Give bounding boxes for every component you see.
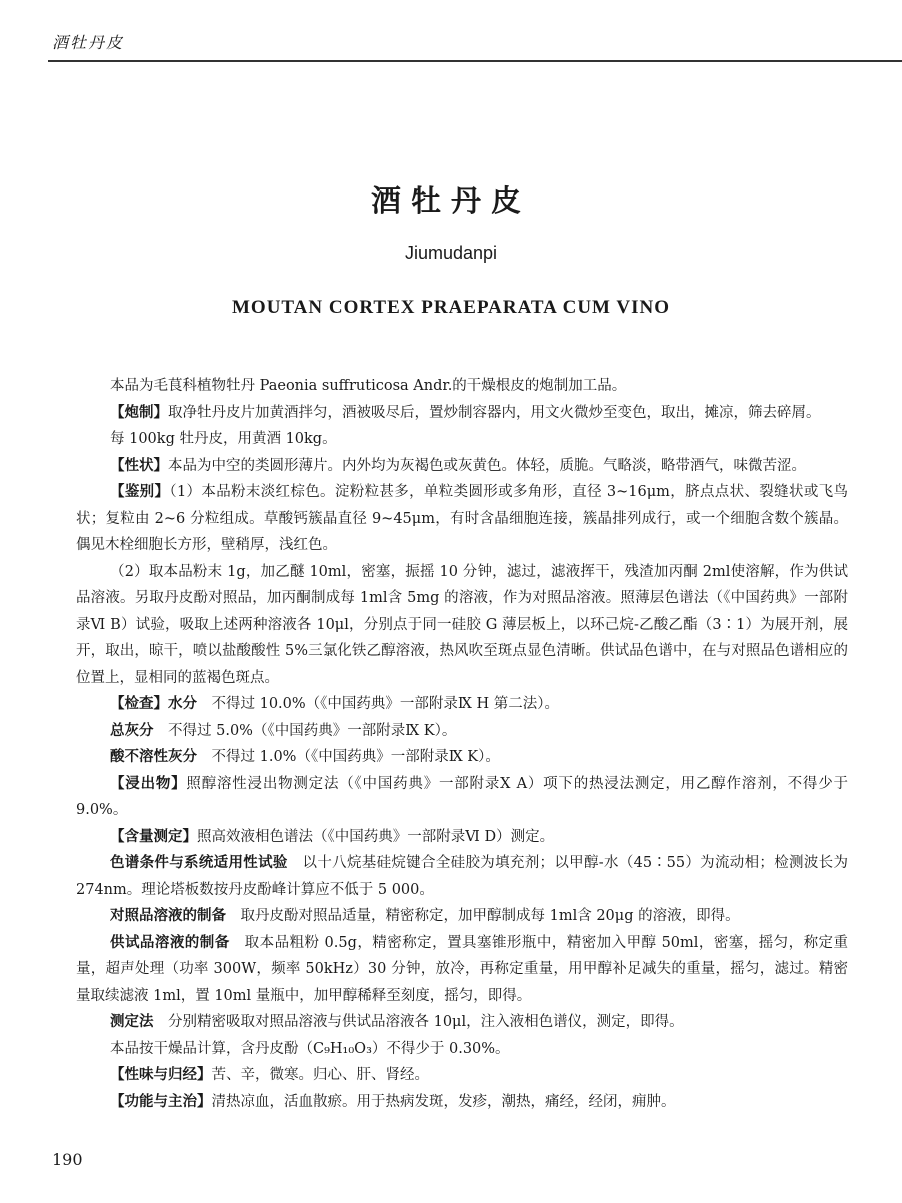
paragraph-label: 【性味与归经】 bbox=[110, 1067, 212, 1083]
paragraph-label: 【浸出物】 bbox=[110, 775, 187, 792]
paragraph-extractives bbox=[76, 771, 848, 824]
latin-name: MOUTAN CORTEX PRAEPARATA CUM VINO bbox=[231, 297, 670, 318]
header-rule bbox=[48, 60, 902, 62]
paragraph-reference-solution bbox=[76, 903, 848, 930]
paragraph-text: 不得过 1.0%（《中国药典》一部附录Ⅸ K）。 bbox=[197, 749, 500, 765]
paragraph-text: 以十八烷基硅烷键合全硅胶为填充剂；以甲醇-水（45∶55）为流动相；检测波长为 274nm。理论塔板数按丹皮酚峰计算应不低于 5 000。 bbox=[76, 855, 848, 898]
page-number: 190 bbox=[52, 1150, 83, 1169]
paragraph-text: 本品按干燥品计算，含丹皮酚（C₉H₁₀O₃）不得少于 0.30%。 bbox=[110, 1040, 510, 1057]
paragraph-label: 【功能与主治】 bbox=[110, 1093, 212, 1110]
paragraph-text: 不得过 10.0%（《中国药典》一部附录Ⅸ H 第二法）。 bbox=[197, 696, 560, 712]
paragraph-text: 取净牡丹皮片加黄酒拌匀，酒被吸尽后，置炒制容器内，用文火微炒至变色，取出，摊凉，筛去碎屑。 bbox=[168, 404, 821, 421]
monograph-body bbox=[76, 373, 848, 1115]
paragraph-text: 照高效液相色谱法（《中国药典》一部附录Ⅵ D）测定。 bbox=[197, 828, 555, 845]
paragraph-assay bbox=[76, 824, 848, 851]
paragraph-functions-indications bbox=[76, 1089, 848, 1116]
paragraph-text: 取本品粗粉 0.5g，精密称定，置具塞锥形瓶中，精密加入甲醇 50ml，密塞，摇匀，称定重量，超声处理（功率 300W，频率 50kHz）30 分钟，放冷，再称定重量，用甲醇补足减失的重量，摇匀，滤过。精密量取续滤液 1ml，置 10ml 量瓶中，加甲醇稀释至刻度，摇匀，即得。 bbox=[76, 934, 849, 1004]
paragraph-label: 酸不溶性灰分 bbox=[110, 749, 197, 765]
paragraph-label: 供试品溶液的制备 bbox=[110, 934, 230, 951]
paragraph-processing-ratio bbox=[76, 426, 848, 453]
paragraph-label: 色谱条件与系统适用性试验 bbox=[110, 855, 288, 871]
paragraph-label: 对照品溶液的制备 bbox=[110, 908, 226, 924]
paragraph-label: 测定法 bbox=[110, 1014, 154, 1030]
paragraph-text: 清热凉血，活血散瘀。用于热病发斑，发疹，潮热，痛经，经闭，痈肿。 bbox=[211, 1093, 676, 1110]
paragraph-label: 【含量测定】 bbox=[110, 828, 197, 845]
paragraph-description bbox=[76, 453, 848, 480]
paragraph-text: 取丹皮酚对照品适量，精密称定，加甲醇制成每 1ml含 20μg 的溶液，即得。 bbox=[226, 908, 740, 924]
paragraph-property-meridian bbox=[76, 1062, 848, 1089]
paragraph-check-acid-ash bbox=[76, 744, 848, 771]
paragraph-text: 不得过 5.0%（《中国药典》一部附录Ⅸ K）。 bbox=[153, 722, 457, 739]
paragraph-identification-1 bbox=[76, 479, 848, 559]
paragraph-label: 总灰分 bbox=[110, 722, 154, 739]
paragraph-test-solution bbox=[76, 930, 848, 1010]
paragraph-text: 分别精密吸取对照品溶液与供试品溶液各 10μl，注入液相色谱仪，测定，即得。 bbox=[153, 1014, 684, 1030]
paragraph-chromatographic-conditions bbox=[76, 850, 848, 903]
paragraph-content-limit bbox=[76, 1036, 848, 1063]
paragraph-origin bbox=[76, 373, 848, 400]
paragraph-procedure bbox=[76, 1009, 848, 1036]
paragraph-check-water bbox=[76, 691, 848, 718]
paragraph-processing bbox=[76, 400, 848, 427]
paragraph-check-total-ash bbox=[76, 718, 848, 745]
pinyin-name: Jiumudanpi bbox=[404, 243, 498, 263]
paragraph-label: 【鉴别】 bbox=[110, 484, 170, 500]
paragraph-text: 本品为中空的类圆形薄片。内外均为灰褐色或灰黄色。体轻，质脆。气略淡，略带酒气，味微苦涩。 bbox=[168, 457, 806, 474]
running-header-title: 酒牡丹皮 bbox=[52, 33, 125, 52]
paragraph-label: 【检查】水分 bbox=[110, 696, 197, 712]
paragraph-text: 照醇溶性浸出物测定法（《中国药典》一部附录Ⅹ A）项下的热浸法测定，用乙醇作溶剂，不得少于 9.0%。 bbox=[76, 775, 849, 818]
paragraph-text: 本品为毛茛科植物牡丹 Paeonia suffruticosa Andr.的干燥根皮的炮制加工品。 bbox=[110, 378, 627, 394]
paragraph-text: 每 100kg 牡丹皮，用黄酒 10kg。 bbox=[110, 431, 337, 447]
paragraph-text: 苦、辛，微寒。归心、肝、肾经。 bbox=[211, 1067, 429, 1083]
paragraph-identification-2 bbox=[76, 559, 848, 692]
paragraph-text: （2）取本品粉末 1g，加乙醚 10ml，密塞，振摇 10 分钟，滤过，滤液挥干，残渣加丙酮 2ml使溶解，作为供试品溶液。另取丹皮酚对照品，加丙酮制成每 1ml含 5mg 的溶液，作为对照品溶液。照薄层色谱法（《中国药典》一部附录Ⅵ B）试验，吸取上述两种溶液各 10μl，分别点于同一硅胶 G 薄层板上，以环己烷-乙酸乙酯（3∶1）为展开剂，展开，取出，晾干，喷以盐酸酸性 5%三氯化铁乙醇溶液，热风吹至斑点显色清晰。供试品色谱中，在与对照品色谱相应的位置上，显相同的蓝褐色斑点。 bbox=[76, 563, 848, 686]
paragraph-label: 【性状】 bbox=[110, 457, 168, 474]
paragraph-label: 【炮制】 bbox=[110, 404, 168, 421]
monograph-title: 酒牡丹皮 bbox=[371, 184, 531, 219]
paragraph-text: （1）本品粉末淡红棕色。淀粉粒甚多，单粒类圆形或多角形，直径 3~16μm，脐点点状、裂缝状或飞鸟状；复粒由 2~6 分粒组成。草酸钙簇晶直径 9~45μm，有时含晶细胞连接，簇晶排列成行，或一个细胞含数个簇晶。偶见木栓细胞长方形，壁稍厚，浅红色。 bbox=[76, 484, 848, 553]
